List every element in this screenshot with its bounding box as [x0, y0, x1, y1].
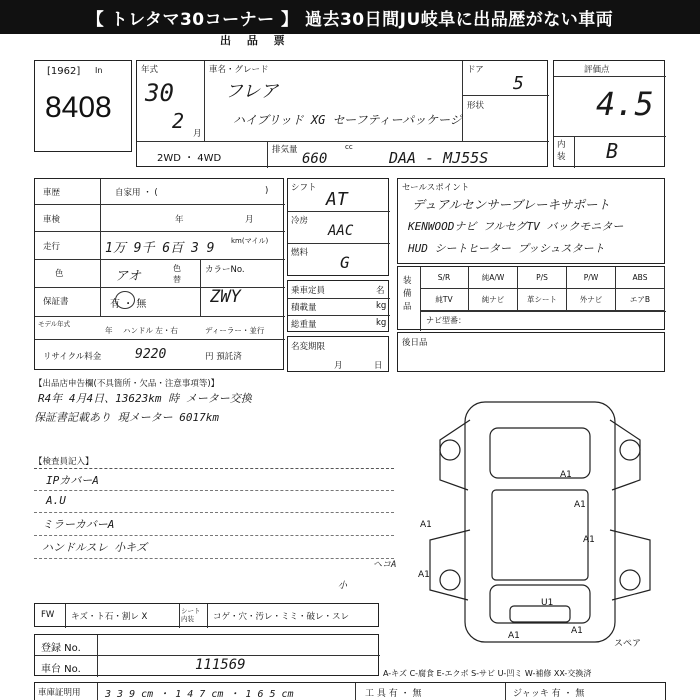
garage-cert-label: 車庫証明用	[38, 688, 81, 698]
color-value: アオ	[115, 269, 141, 284]
fuel-label: 燃料	[291, 248, 309, 258]
gross-unit: kg	[376, 318, 387, 328]
vehicle-info-box	[136, 60, 548, 167]
header-fragment: 出 品 票	[220, 34, 291, 47]
shift-label: シフト	[291, 183, 317, 193]
declaration-line-2: 保証書記載あり 現メーター 6017km	[34, 411, 219, 424]
name-change-month: 月	[334, 361, 343, 371]
rear-items-box	[397, 332, 665, 372]
recycle-value: 9220	[135, 347, 167, 362]
aircon-label: 冷房	[291, 216, 309, 226]
sales-line-1: デュアルセンサーブレーキサポート	[412, 197, 611, 212]
fw-legend-box	[34, 603, 379, 627]
dmg-mark-6: U1	[541, 598, 554, 608]
dmg-mark-9: ヘコA	[373, 560, 397, 570]
sales-line-2: KENWOODナビ フルセグTV バックモニター	[408, 220, 624, 233]
equipment-item: P/S	[518, 267, 567, 289]
equipment-grid	[420, 267, 666, 311]
grade-label: 評価点	[584, 65, 610, 75]
dmg-mark-10: 小	[338, 581, 348, 591]
shaken-month: 月	[245, 215, 254, 225]
equipment-item: S/R	[420, 267, 469, 289]
interior-grade: B	[606, 139, 619, 163]
year-label: 年式	[141, 65, 159, 75]
warranty-circle	[115, 291, 135, 309]
drive-type: 2WD ・ 4WD	[157, 153, 222, 164]
dmg-mark-7: A1	[571, 626, 583, 636]
dealer-label: ディーラー・並行	[205, 326, 265, 335]
model-year-unit: 年	[105, 326, 113, 335]
rear-items-label: 後日品	[402, 338, 428, 348]
history-value: 自家用 ・ (	[115, 188, 158, 198]
door-count: 5	[513, 73, 524, 94]
fw-label: FW	[41, 610, 55, 620]
car-grade: ハイブリッド XG セーフティーパッケージ	[233, 113, 462, 127]
spare-label: スペア	[614, 639, 642, 649]
mileage-unit: km(マイル)	[231, 237, 269, 245]
reg-no-label: 登録 No.	[41, 643, 81, 654]
door-label: ドア	[467, 65, 484, 75]
equipment-label: 装備品	[403, 276, 412, 312]
riders-unit: 名	[376, 286, 385, 296]
name-change-day: 日	[374, 361, 383, 371]
displacement-label: 排気量	[272, 145, 298, 155]
fw-desc: キズ・ト石・割レ X	[71, 612, 148, 622]
equipment-item: 純TV	[420, 289, 469, 311]
equipment-item: エアB	[616, 289, 665, 311]
declaration-line-1: R4年 4月4日、13623km 時 メーター交換	[38, 392, 252, 405]
month-value: 2	[172, 109, 185, 133]
warranty-value: 有 ・ 無	[110, 299, 147, 310]
equipment-item: 純A/W	[469, 267, 518, 289]
fuel-value: G	[340, 253, 350, 272]
color-no: ZWY	[210, 287, 241, 307]
color-no-label: カラーNo.	[205, 265, 245, 275]
garage-dimensions: 3 3 9 cm ・ 1 4 7 cm ・ 1 6 5 cm	[105, 689, 294, 700]
shift-box	[287, 178, 389, 276]
car-damage-diagram	[400, 380, 690, 650]
month-unit: 月	[193, 129, 202, 139]
lot-card	[34, 60, 132, 152]
recycle-unit: 円 預託済	[205, 352, 242, 362]
sales-points-label: セールスポイント	[402, 183, 470, 193]
equipment-item: 革シート	[518, 289, 567, 311]
history-label: 車歴	[43, 188, 61, 198]
handle-label: ハンドル 左・右	[123, 326, 178, 335]
equipment-box	[397, 266, 665, 330]
equipment-item: 純ナビ	[469, 289, 518, 311]
inspector-note-2: A.U	[46, 494, 66, 507]
chassis-label: 車台 No.	[41, 664, 81, 675]
sales-points-box	[397, 178, 665, 264]
sales-line-3: HUD シートヒーター プッシュスタート	[408, 242, 605, 255]
dmg-mark-2: A1	[574, 500, 586, 510]
dmg-mark-8: A1	[583, 535, 595, 545]
equipment-item: P/W	[567, 267, 616, 289]
name-change-label: 名変期限	[291, 342, 326, 352]
year-value: 30	[145, 79, 174, 107]
name-change-box	[287, 336, 389, 372]
dmg-mark-1: A1	[560, 470, 572, 480]
shift-value: AT	[326, 189, 348, 210]
warranty-label: 保証書	[43, 297, 69, 307]
displacement-value: 660	[302, 151, 328, 167]
nav-model-label: ナビ型番：	[426, 316, 466, 325]
history-box	[34, 178, 284, 370]
equipment-item: ABS	[616, 267, 665, 289]
grade-score: 4.5	[596, 85, 654, 123]
car-name: フレア	[225, 81, 279, 102]
inspector-note-4: ハンドルスレ 小キズ	[42, 541, 148, 554]
shaken-label: 車検	[43, 215, 61, 225]
inspector-note-3: ミラーカバーA	[42, 518, 115, 531]
color-change-label: 色替	[173, 264, 181, 284]
damage-code-legend: A-キズ C-腐食 E-エクボ S-サビ U-凹ミ W-補修 XX-交換済	[383, 669, 592, 678]
riders-label: 乗車定員	[291, 286, 326, 296]
declaration-label: 【出品店申告欄(不具箇所・欠品・注意事項等)】	[34, 379, 220, 389]
form-label: 形状	[467, 101, 485, 111]
jack-label: ジャッキ 有 ・ 無	[513, 689, 585, 699]
interior-label: 内装	[557, 140, 566, 162]
model-year-label: モデル年式	[38, 320, 71, 328]
load-unit: kg	[376, 301, 387, 311]
gross-label: 総重量	[291, 320, 317, 330]
dmg-mark-5: A1	[508, 631, 520, 641]
name-label: 車名・グレード	[209, 65, 269, 75]
equipment-item: 外ナビ	[567, 289, 616, 311]
in-mark: In	[95, 66, 103, 75]
load-label: 積載量	[291, 303, 317, 313]
aircon-value: AAC	[328, 223, 354, 239]
lot-number: 8408	[45, 91, 112, 124]
dmg-mark-3: A1	[420, 520, 432, 530]
title-banner: 【 トレタマ30コーナー 】 過去30日間JU岐阜に出品歴がない車両	[0, 0, 700, 34]
color-label: 色	[55, 269, 64, 279]
mileage-label: 走行	[43, 242, 61, 252]
lot-code: [1962]	[47, 66, 81, 77]
registration-box	[34, 634, 379, 676]
model-code: DAA - MJ55S	[389, 149, 489, 167]
inspector-note-1: IPカバーA	[46, 474, 99, 487]
recycle-label: リサイクル料金	[43, 352, 102, 362]
cc-unit: cc	[345, 143, 353, 151]
shaken-year: 年	[175, 215, 184, 225]
history-close: )	[265, 186, 269, 196]
bottom-row	[34, 682, 666, 700]
dmg-mark-4: A1	[418, 570, 430, 580]
chassis-number: 111569	[195, 657, 246, 673]
seat-label: シート内装	[181, 607, 201, 623]
capacity-box	[287, 280, 389, 332]
grade-box	[553, 60, 665, 167]
mileage-value: 1万 9千 6百 3 9	[105, 241, 215, 256]
inspector-label: 【検査員記入】	[34, 457, 94, 467]
tools-label: 工 具 有 ・ 無	[365, 689, 422, 699]
seat-desc: コゲ・穴・汚レ・ミミ・破レ・スレ	[213, 612, 350, 622]
